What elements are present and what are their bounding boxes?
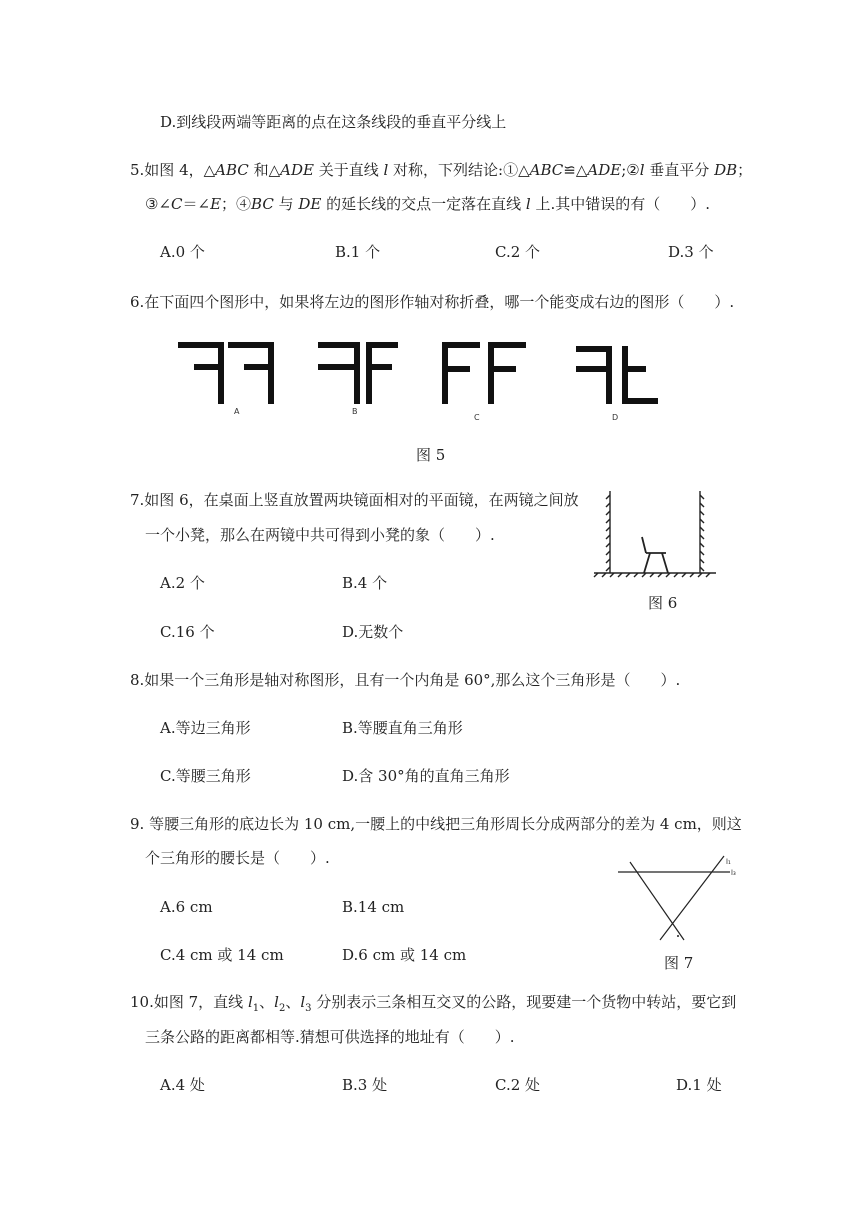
q6-stem: 6.在下面四个图形中，如果将左边的图形作轴对称折叠，哪一个能变成右边的图形（ ）. [130,293,735,311]
q5-option-d: D.3 个 [668,243,714,261]
figure-6-caption: 图 6 [648,594,678,612]
q8-option-b: B.等腰直角三角形 [342,719,463,737]
figure-5 [170,330,680,422]
figure-5-label-d: D [612,413,619,422]
q10-stem-line1: 10.如图 7，直线 $l_1$、$l_2$、$l_3$ 分别表示三条相互交叉的公路，现要建一个货物中转站，要它到 [130,993,737,1014]
figure-7-label-l3: l₃ [731,869,736,877]
figure-5-shape-c [442,342,526,404]
q5-option-b: B.1 个 [335,243,381,261]
q7-option-b: B.4 个 [342,574,388,592]
figure-6 [590,485,720,580]
q7-option-c: C.16 个 [160,623,215,641]
q8-option-c: C.等腰三角形 [160,767,251,785]
q7-option-d: D.无数个 [342,623,404,641]
figure-7-label-l1: l₁ [726,858,731,866]
q5-option-a: A.0 个 [160,243,205,261]
q7-stem-line2: 一个小凳，那么在两镜中共可得到小凳的象（ ）. [145,526,495,544]
q5-stem-line1: 5.如图 4，△ABC 和△ADE 关于直线 l 对称，下列结论:①△ABC≌△ADE;②l 垂直平分 DB； [130,161,753,179]
q9-option-b: B.14 cm [342,898,405,916]
figure-5-shape-b [318,342,398,404]
q10-option-a: A.4 处 [160,1076,205,1094]
figure-5-label-c: C [474,413,480,422]
figure-5-label-a: A [234,407,240,416]
q10-option-d: D.1 处 [676,1076,722,1094]
q10-option-c: C.2 处 [495,1076,541,1094]
q8-stem: 8.如果一个三角形是轴对称图形，且有一个内角是 60°,那么这个三角形是（ ）. [130,671,681,689]
q8-option-d: D.含 30°角的直角三角形 [342,767,510,785]
q10-option-b: B.3 处 [342,1076,388,1094]
figure-5-label-b: B [352,407,358,416]
q9-option-d: D.6 cm 或 14 cm [342,946,467,964]
q9-stem-line2: 个三角形的腰长是（ ）. [145,849,330,867]
figure-5-shape-d [576,346,658,404]
q9-stem-line1: 9. 等腰三角形的底边长为 10 cm,一腰上的中线把三角形周长分成两部分的差为 4 cm，则这 [130,815,742,833]
stool-icon [642,537,668,573]
q8-option-a: A.等边三角形 [160,719,251,737]
figure-5-shape-a [178,342,274,404]
q7-option-a: A.2 个 [160,574,205,592]
q9-option-a: A.6 cm [160,898,213,916]
q10-stem-line2: 三条公路的距离都相等.猜想可供选择的地址有（ ）. [145,1028,515,1046]
q9-option-c: C.4 cm 或 14 cm [160,946,284,964]
figure-5-caption: 图 5 [416,446,446,464]
q4-option-d: D.到线段两端等距离的点在这条线段的垂直平分线上 [160,113,507,131]
figure-7 [612,848,742,948]
figure-7-caption: 图 7 [664,954,694,972]
q7-stem-line1: 7.如图 6，在桌面上竖直放置两块镜面相对的平面镜，在两镜之间放 [130,491,579,509]
q5-stem-line2: ③∠C＝∠E；④BC 与 DE 的延长线的交点一定落在直线 l 上.其中错误的有（ ）. [145,195,711,213]
q5-option-c: C.2 个 [495,243,541,261]
